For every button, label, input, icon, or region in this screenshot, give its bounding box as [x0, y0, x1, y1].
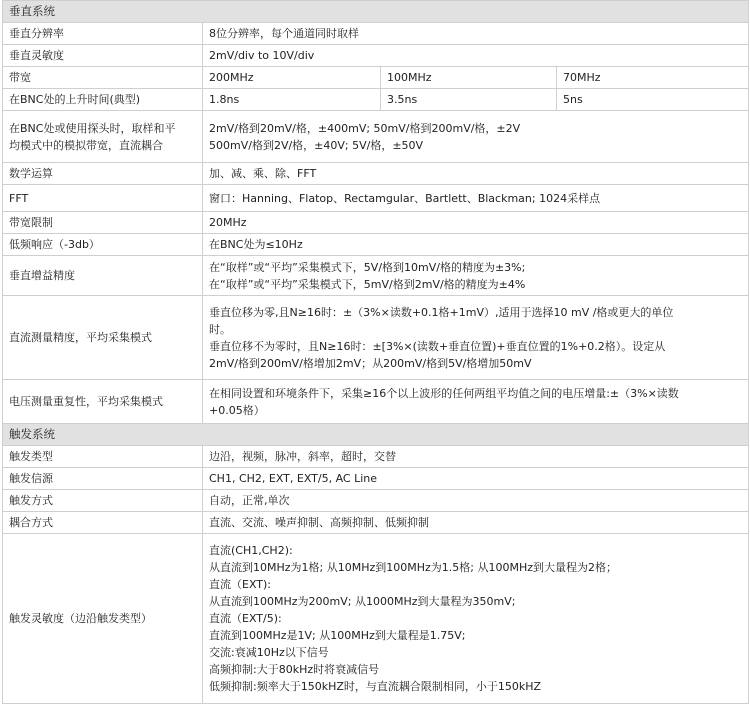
row-value	[203, 534, 749, 704]
bandwidth-value-3: 70MHz	[557, 67, 749, 89]
row-value: 边沿，视频，脉冲，斜率，超时，交替	[203, 446, 749, 468]
row-label: 电压测量重复性，平均采集模式	[3, 380, 203, 424]
row-value: CH1, CH2, EXT, EXT/5, AC Line	[203, 468, 749, 490]
row-value	[203, 380, 749, 424]
table-row-trigger-sensitivity	[3, 534, 749, 704]
row-label: 带宽	[3, 67, 203, 89]
spec-table	[2, 0, 749, 704]
row-value: 20MHz	[203, 212, 749, 234]
table-row-dc-accuracy	[3, 296, 749, 380]
row-label: FFT	[3, 185, 203, 212]
row-label: 数学运算	[3, 163, 203, 185]
value-line: 2mV/格到20mV/格，±400mV; 50mV/格到200mV/格，±2V	[209, 121, 521, 135]
value-line: 低频抑制:频率大于150kHZ时，与直流耦合限制相同，小于150kHZ	[209, 680, 542, 693]
table-row-analog-bandwidth	[3, 111, 749, 163]
bandwidth-value-1: 200MHz	[203, 67, 381, 89]
value-line: 直流到100MHz是1V; 从100MHz到大量程是1.75V;	[209, 629, 466, 642]
value-line: 交流:衰减10Hz以下信号	[209, 646, 329, 659]
row-value: 在BNC处为≤10Hz	[203, 234, 749, 256]
risetime-value-1: 1.8ns	[203, 89, 381, 111]
row-label	[3, 111, 203, 163]
table-row-gain-accuracy	[3, 256, 749, 296]
row-value: 直流、交流、噪声抑制、高频抑制、低频抑制	[203, 512, 749, 534]
value-line: 在“取样”或“平均”采集模式下，5V/格到10mV/格的精度为±3%;	[209, 260, 526, 274]
row-value: 窗口：Hanning、Flatop、Rectamgular、Bartlett、Blackman; 1024采样点	[203, 185, 749, 212]
table-row	[3, 185, 749, 212]
row-label: 垂直分辨率	[3, 23, 203, 45]
row-value: 加、减、乘、除、FFT	[203, 163, 749, 185]
value-line: 直流（EXT):	[209, 578, 272, 591]
row-label: 在BNC处的上升时间(典型)	[3, 89, 203, 111]
table-row	[3, 512, 749, 534]
row-label: 触发类型	[3, 446, 203, 468]
label-line: 均模式中的模拟带宽，直流耦合	[9, 138, 163, 152]
row-value	[203, 256, 749, 296]
row-label: 触发灵敏度（边沿触发类型）	[3, 534, 203, 704]
row-value: 8位分辨率，每个通道同时取样	[203, 23, 749, 45]
row-label: 直流测量精度，平均采集模式	[3, 296, 203, 380]
value-line: 高频抑制:大于80kHz时将衰减信号	[209, 663, 380, 676]
value-line: 直流（EXT/5):	[209, 612, 282, 625]
section-header-vertical	[3, 1, 749, 23]
row-label: 垂直灵敏度	[3, 45, 203, 67]
row-label: 触发信源	[3, 468, 203, 490]
table-row-repeatability	[3, 380, 749, 424]
table-row	[3, 234, 749, 256]
row-value	[203, 296, 749, 380]
value-line: 在相同设置和环境条件下，采集≥16个以上波形的任何两组平均值之间的电压增量:±（3%×读数	[209, 386, 679, 400]
row-value	[203, 111, 749, 163]
table-row	[3, 163, 749, 185]
value-line: 500mV/格到2V/格，±40V; 5V/格，±50V	[209, 138, 424, 152]
row-label: 垂直增益精度	[3, 256, 203, 296]
section-title: 垂直系统	[3, 1, 749, 23]
risetime-value-3: 5ns	[557, 89, 749, 111]
table-row	[3, 212, 749, 234]
row-label: 低频响应（-3db）	[3, 234, 203, 256]
table-row-risetime	[3, 89, 749, 111]
value-line: 从直流到100MHz为200mV; 从1000MHz到大量程为350mV;	[209, 595, 516, 608]
table-row	[3, 23, 749, 45]
row-label: 触发方式	[3, 490, 203, 512]
table-row	[3, 45, 749, 67]
risetime-value-2: 3.5ns	[381, 89, 557, 111]
value-line: 垂直位移不为零时，且N≥16时：±[3%×(读数+垂直位置)+垂直位置的1%+0.2格）。设定从	[209, 339, 666, 353]
table-row	[3, 490, 749, 512]
value-line: 时。	[209, 322, 231, 336]
value-line: 直流(CH1,CH2):	[209, 544, 293, 557]
value-line: 2mV/格到200mV/格增加2mV；从200mV/格到5V/格增加50mV	[209, 356, 532, 370]
value-line: 在“取样”或“平均”采集模式下，5mV/格到2mV/格的精度为±4%	[209, 277, 526, 291]
label-line: 在BNC处或使用探头时，取样和平	[9, 121, 176, 135]
value-line: +0.05格）	[209, 403, 265, 417]
table-row	[3, 446, 749, 468]
row-label: 带宽限制	[3, 212, 203, 234]
table-row-bandwidth	[3, 67, 749, 89]
row-value: 2mV/div to 10V/div	[203, 45, 749, 67]
row-label: 耦合方式	[3, 512, 203, 534]
row-value: 自动，正常,单次	[203, 490, 749, 512]
bandwidth-value-2: 100MHz	[381, 67, 557, 89]
table-row	[3, 468, 749, 490]
value-line: 从直流到10MHz为1格; 从10MHz到100MHz为1.5格; 从100MHz到大量程为2格；	[209, 561, 618, 574]
section-header-trigger	[3, 424, 749, 446]
section-title: 触发系统	[3, 424, 749, 446]
value-line: 垂直位移为零,且N≥16时：±（3%×读数+0.1格+1mV）,适用于选择10 mV /格或更大的单位	[209, 305, 674, 319]
